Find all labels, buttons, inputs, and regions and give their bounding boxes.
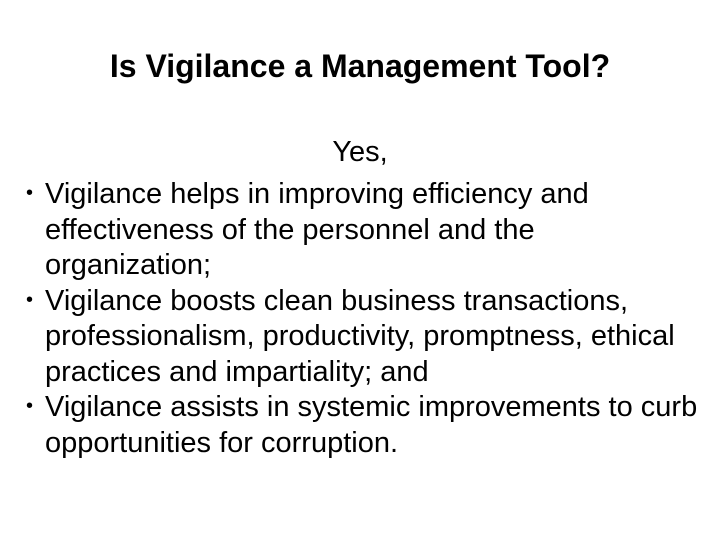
bullet-icon: • [26, 288, 34, 311]
slide-title: Is Vigilance a Management Tool? [109, 48, 611, 84]
bullet-text: Vigilance helps in improving efficiency and effectiveness of the personnel and the organization; [45, 178, 589, 281]
bullet-item [26, 390, 706, 461]
slide-lead-text: Yes, [332, 136, 388, 168]
bullet-icon: • [26, 395, 34, 417]
bullet-item [26, 177, 706, 284]
bullet-text: Vigilance boosts clean business transactions, professionalism, productivity, promptness, ethical practices and impartiality; and [45, 284, 675, 388]
bullet-list [26, 177, 706, 461]
bullet-text: Vigilance assists in systemic improvements to curb opportunities for corruption. [45, 391, 698, 459]
bullet-item [26, 284, 706, 391]
bullet-icon: • [26, 182, 34, 204]
